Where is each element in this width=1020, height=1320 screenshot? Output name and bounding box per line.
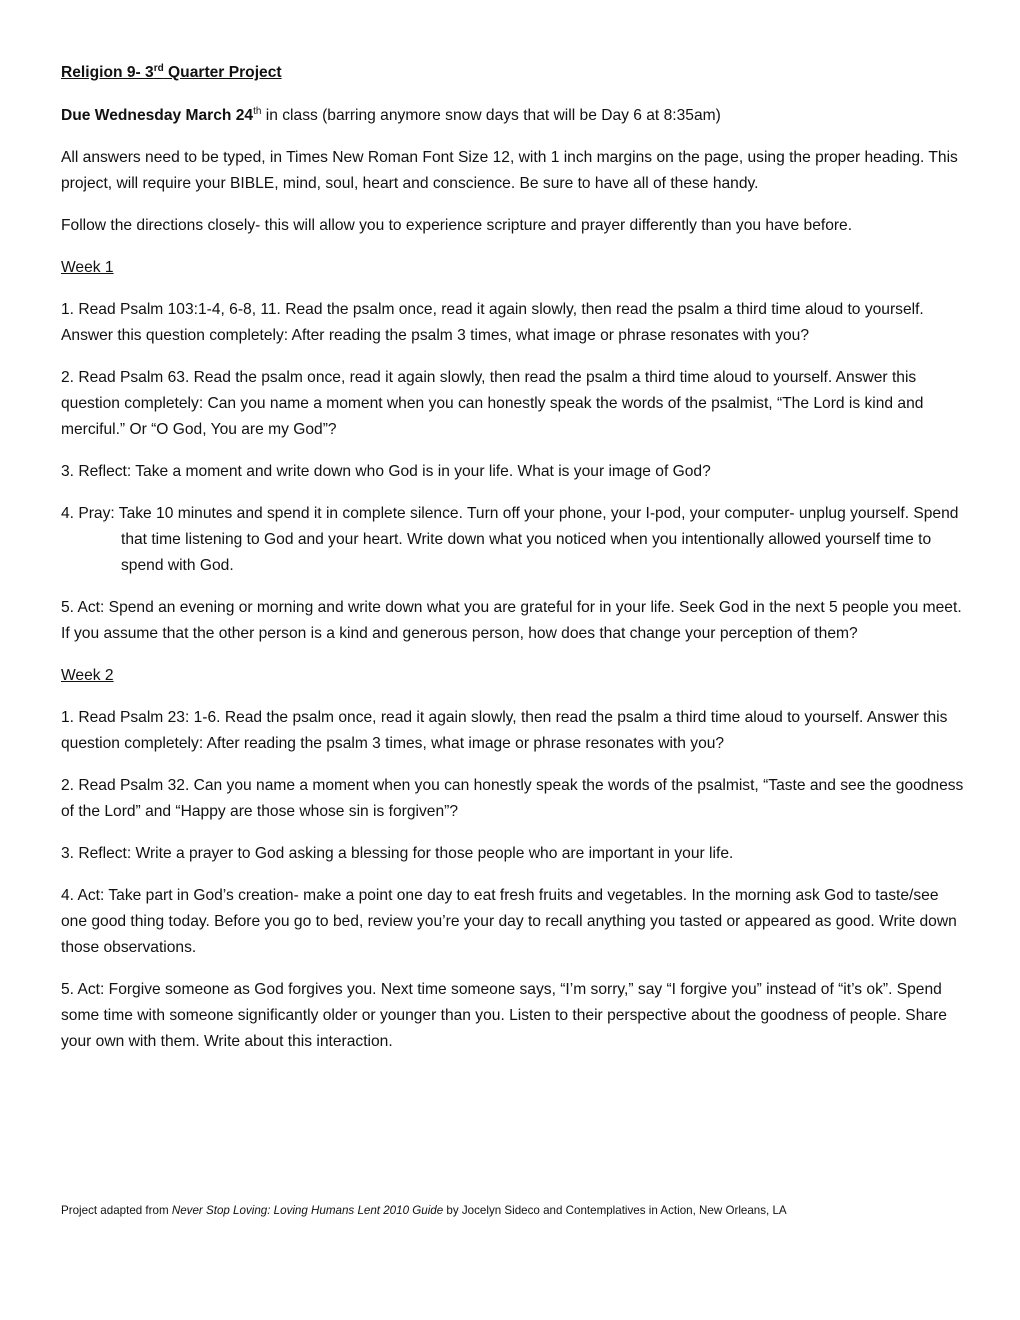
week-2-item: 3. Reflect: Write a prayer to God asking a blessing for those people who are important in your life. <box>61 845 734 862</box>
week-1-item: 4. Pray: Take 10 minutes and spend it in complete silence. Turn off your phone, your I-pod, your computer- unplug yourself. Spend that time listening to God and your heart. Write down what you noticed when you intentionally allowed yourself time to spend with God. <box>61 505 959 574</box>
week-2-item: 1. Read Psalm 23: 1-6. Read the psalm once, read it again slowly, then read the psalm a third time aloud to yourself. Answer this question completely: After reading the psalm 3 times, what image or phrase resonates with you? <box>61 709 948 752</box>
week-2-item: 2. Read Psalm 32. Can you name a moment when you can honestly speak the words of the psalmist, “Taste and see the goodness of the Lord” and “Happy are those whose sin is forgiven”? <box>61 777 964 820</box>
week-1-item: 3. Reflect: Take a moment and write down who God is in your life. What is your image of God? <box>61 463 711 480</box>
week-2-item: 5. Act: Forgive someone as God forgives you. Next time someone says, “I’m sorry,” say “I forgive you” instead of “it’s ok”. Spend some time with someone significantly older or younger than you. Listen to their perspective about the goodness of people. Share your own with them. Write about this interaction. <box>61 981 947 1050</box>
week-1-item: 1. Read Psalm 103:1-4, 6-8, 11. Read the psalm once, read it again slowly, then read the psalm a third time aloud to yourself. Answer this question completely: After reading the psalm 3 times, what image or phrase resonates with you? <box>61 301 924 344</box>
instructions-paragraph: All answers need to be typed, in Times New Roman Font Size 12, with 1 inch margins on the page, using the proper heading. This project, will require your BIBLE, mind, soul, heart and conscience. Be sure to have all of these handy. <box>61 149 958 192</box>
due-date-bold: Due Wednesday March 24 <box>61 107 254 124</box>
week-1-item: 5. Act: Spend an evening or morning and write down what you are grateful for in your life. Seek God in the next 5 people you meet. If you assume that the other person is a kind and generous person, how does that change your perception of them? <box>61 599 962 642</box>
week-2-item: 4. Act: Take part in God’s creation- make a point one day to eat fresh fruits and vegetables. In the morning ask God to taste/see one good thing today. Before you go to bed, review you’re your day to recall anything you tasted or appeared as good. Write down those observations. <box>61 887 957 956</box>
directions-paragraph: Follow the directions closely- this will allow you to experience scripture and prayer differently than you have before. <box>61 217 853 234</box>
due-date-line: Due Wednesday March 24th in class (barring anymore snow days that will be Day 6 at 8:35am) <box>61 106 721 124</box>
week-2-heading: Week 2 <box>61 667 114 684</box>
source-title: Never Stop Loving: Loving Humans Lent 2010 Guide <box>171 1204 444 1217</box>
week-1-item: 2. Read Psalm 63. Read the psalm once, read it again slowly, then read the psalm a third time aloud to yourself. Answer this question completely: Can you name a moment when you can honestly speak the words of the psalmist, “The Lord is kind and merciful.” Or “O God, You are my God”? <box>61 369 924 438</box>
document-title: Religion 9- 3rd Quarter Project <box>61 63 282 81</box>
week-1-heading: Week 1 <box>61 259 114 276</box>
footer-citation: Project adapted from Never Stop Loving: Loving Humans Lent 2010 Guide by Jocelyn Sideco and Contemplatives in Action, New Orleans, LA <box>61 1204 787 1217</box>
document-body <box>61 60 966 1071</box>
